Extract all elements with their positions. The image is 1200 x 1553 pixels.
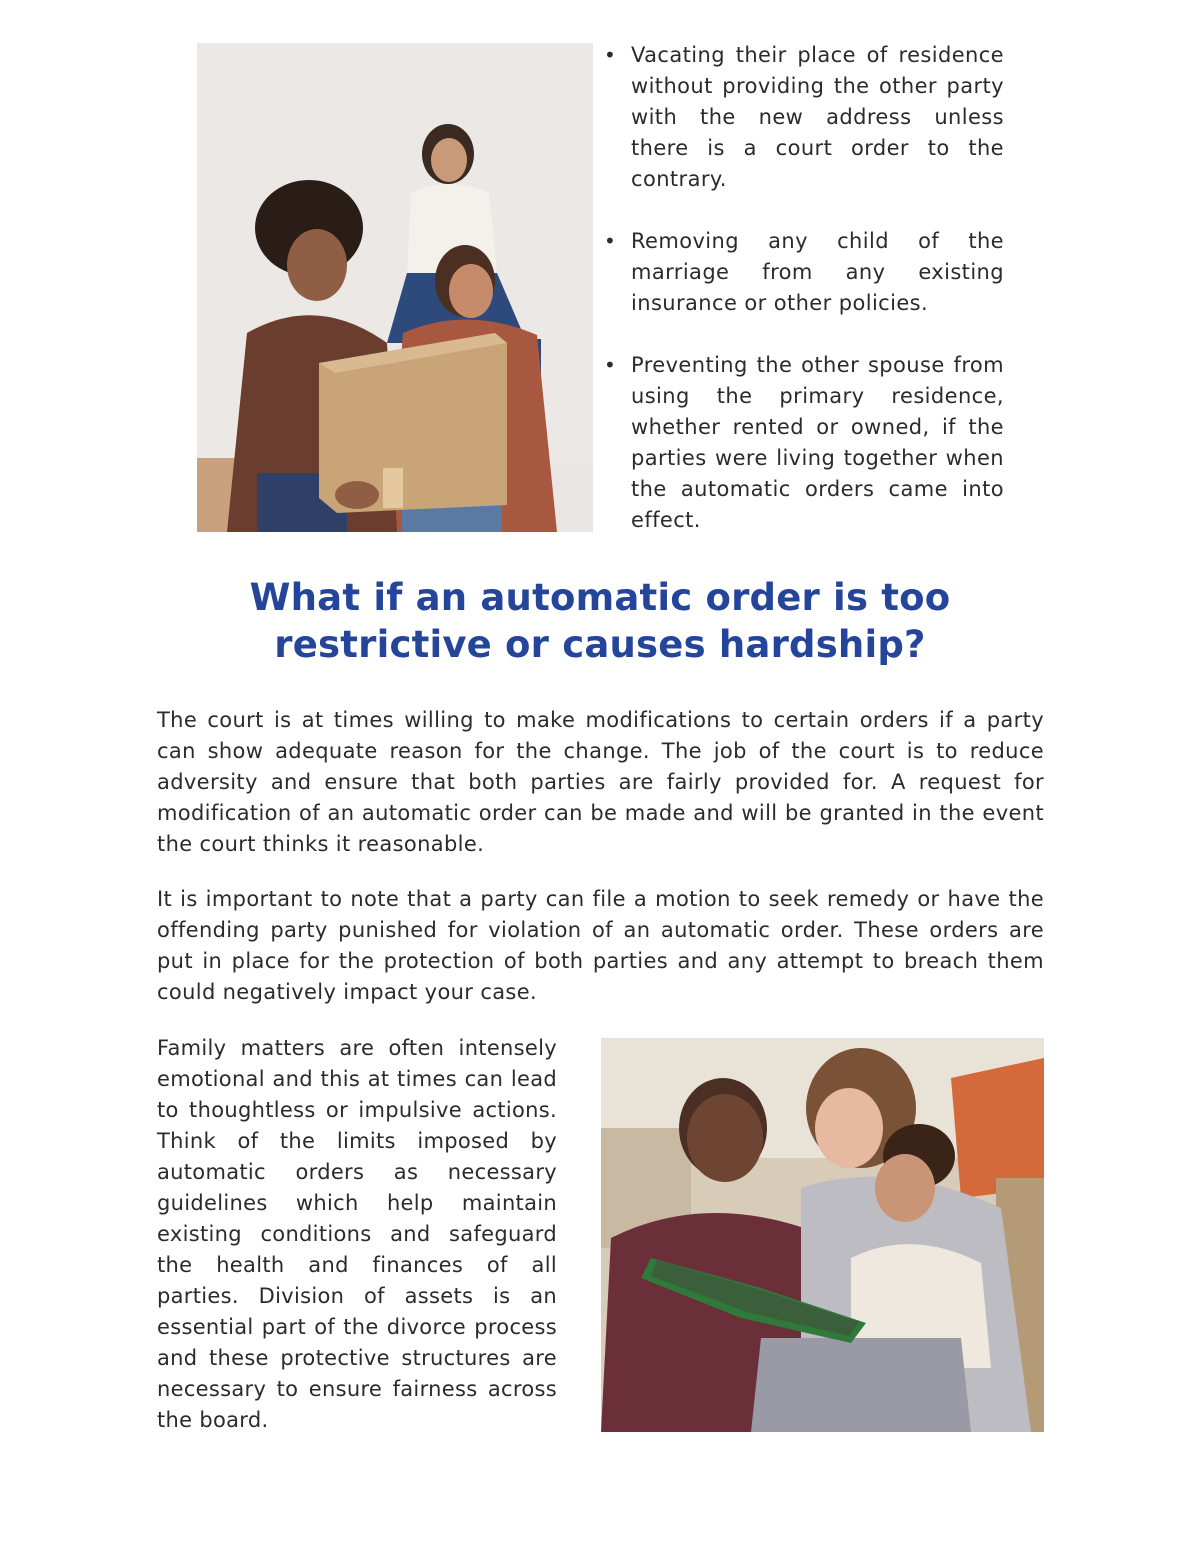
paragraph-family-matters: Family matters are often intensely emotional and this at times can lead to thoughtless or impulsive actions. Think of the limits imposed by automatic orders as necessary guidelines which help maintain existing conditions and safeguard the health and finances of all parties. Division of assets is an essential part of the divorce process and these protective structures are necessary to ensure fairness across the board. <box>157 1036 557 1432</box>
paragraph-motion-remedy: It is important to note that a party can file a motion to seek remedy or have the offending party punished for violation of an automatic order. These orders are put in place for the protection of both parties and any attempt to breach them could negatively impact your case. <box>157 887 1044 1004</box>
section-heading-line-2: restrictive or causes hardship? <box>274 623 926 666</box>
family-reading-photo <box>601 1038 1044 1432</box>
section-heading-line-1: What if an automatic order is too <box>249 576 951 619</box>
bullet-vacating-residence: • Vacating their place of residence without providing the other party with the new address unless there is a court order to the contrary. <box>600 40 1004 195</box>
section-heading <box>150 574 1050 668</box>
paragraph-court-modifications: The court is at times willing to make modifications to certain orders if a party can show adequate reason for the change. The job of the court is to reduce adversity and ensure that both parties are fairly provided for. A request for modification of an automatic order can be made and will be granted in the event the court thinks it reasonable. <box>157 708 1044 856</box>
family-moving-photo <box>197 43 593 532</box>
bullet-preventing-residence-use: • Preventing the other spouse from using the primary residence, whether rented or owned, if the parties were living together when the automatic orders came into effect. <box>600 350 1004 536</box>
bullet-removing-child-insurance: • Removing any child of the marriage from any existing insurance or other policies. <box>600 226 1004 319</box>
automatic-orders-bullet-list <box>600 40 1004 567</box>
